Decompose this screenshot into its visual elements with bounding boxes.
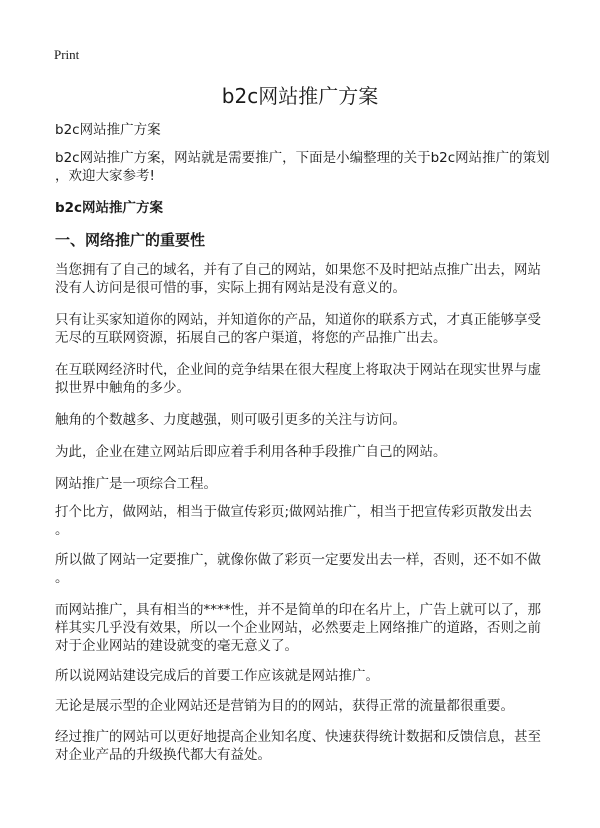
paragraph (55, 475, 555, 493)
text-line: 而网站推广，具有相当的****性，并不是简单的印在名片上，广告上就可以了，那 (55, 602, 541, 618)
document-subtitle (55, 121, 555, 139)
text-line: 触角的个数越多、力度越强，则可吸引更多的关注与访问。 (55, 412, 406, 428)
text-line: 无论是展示型的企业网站还是营销为目的的网站，获得正常的流量都很重要。 (55, 698, 514, 714)
text-line: 。 (55, 570, 69, 586)
text-line: 经过推广的网站可以更好地提高企业知名度、快速获得统计数据和反馈信息，甚至 (55, 729, 541, 745)
text-line: 为此，企业在建立网站后即应着手利用各种手段推广自己的网站。 (55, 444, 447, 460)
text-line: 对企业产品的升级换代都大有益处。 (55, 747, 271, 763)
document-title: b2c网站推广方案 (221, 84, 379, 108)
paragraph (55, 667, 555, 685)
paragraph (55, 728, 555, 764)
text-line: 所以说网站建设完成后的首要工作应该就是网站推广。 (55, 668, 379, 684)
text-line: 当您拥有了自己的域名，并有了自己的网站，如果您不及时把站点推广出去，网站 (55, 262, 541, 278)
paragraph (55, 601, 555, 655)
text-line: 在互联网经济时代，企业间的竞争结果在很大程度上将取决于网站在现实世界与虚 (55, 362, 541, 378)
paragraph (55, 443, 555, 461)
section-heading (55, 231, 555, 249)
intro-paragraph (55, 149, 555, 185)
subtitle-line: b2c网站推广方案 (55, 122, 161, 138)
section-title (55, 199, 555, 217)
paragraph (55, 503, 555, 539)
text-line: ，欢迎大家参考! (55, 168, 155, 184)
paragraph (55, 361, 555, 397)
paragraph (55, 261, 555, 297)
paragraph (55, 311, 555, 347)
text-line: 打个比方，做网站，相当于做宣传彩页;做网站推广，相当于把宣传彩页散发出去 (55, 504, 533, 520)
paragraph (55, 697, 555, 715)
print-label: Print (54, 47, 80, 62)
text-line: b2c网站推广方案，网站就是需要推广，下面是小编整理的关于b2c网站推广的策划 (55, 150, 550, 166)
text-line: 样其实几乎没有效果，所以一个企业网站，必然要走上网络推广的道路，否则之前 (55, 620, 541, 636)
section-title-line: b2c网站推广方案 (55, 200, 164, 216)
text-line: 没有人访问是很可惜的事，实际上拥有网站是没有意义的。 (55, 280, 406, 296)
paragraph (55, 551, 555, 587)
heading-line: 一、网络推广的重要性 (55, 231, 206, 249)
text-line: 网站推广是一项综合工程。 (55, 476, 217, 492)
text-line: 。 (55, 522, 69, 538)
text-line: 所以做了网站一定要推广，就像你做了彩页一定要发出去一样，否则，还不如不做 (55, 552, 541, 568)
text-line: 拟世界中触角的多少。 (55, 380, 190, 396)
text-line: 只有让买家知道你的网站，并知道你的产品，知道你的联系方式，才真正能够享受 (55, 312, 541, 328)
text-line: 无尽的互联网资源，拓展自己的客户渠道，将您的产品推广出去。 (55, 330, 447, 346)
text-line: 对于企业网站的建设就变的毫无意义了。 (55, 638, 298, 654)
paragraph (55, 411, 555, 429)
